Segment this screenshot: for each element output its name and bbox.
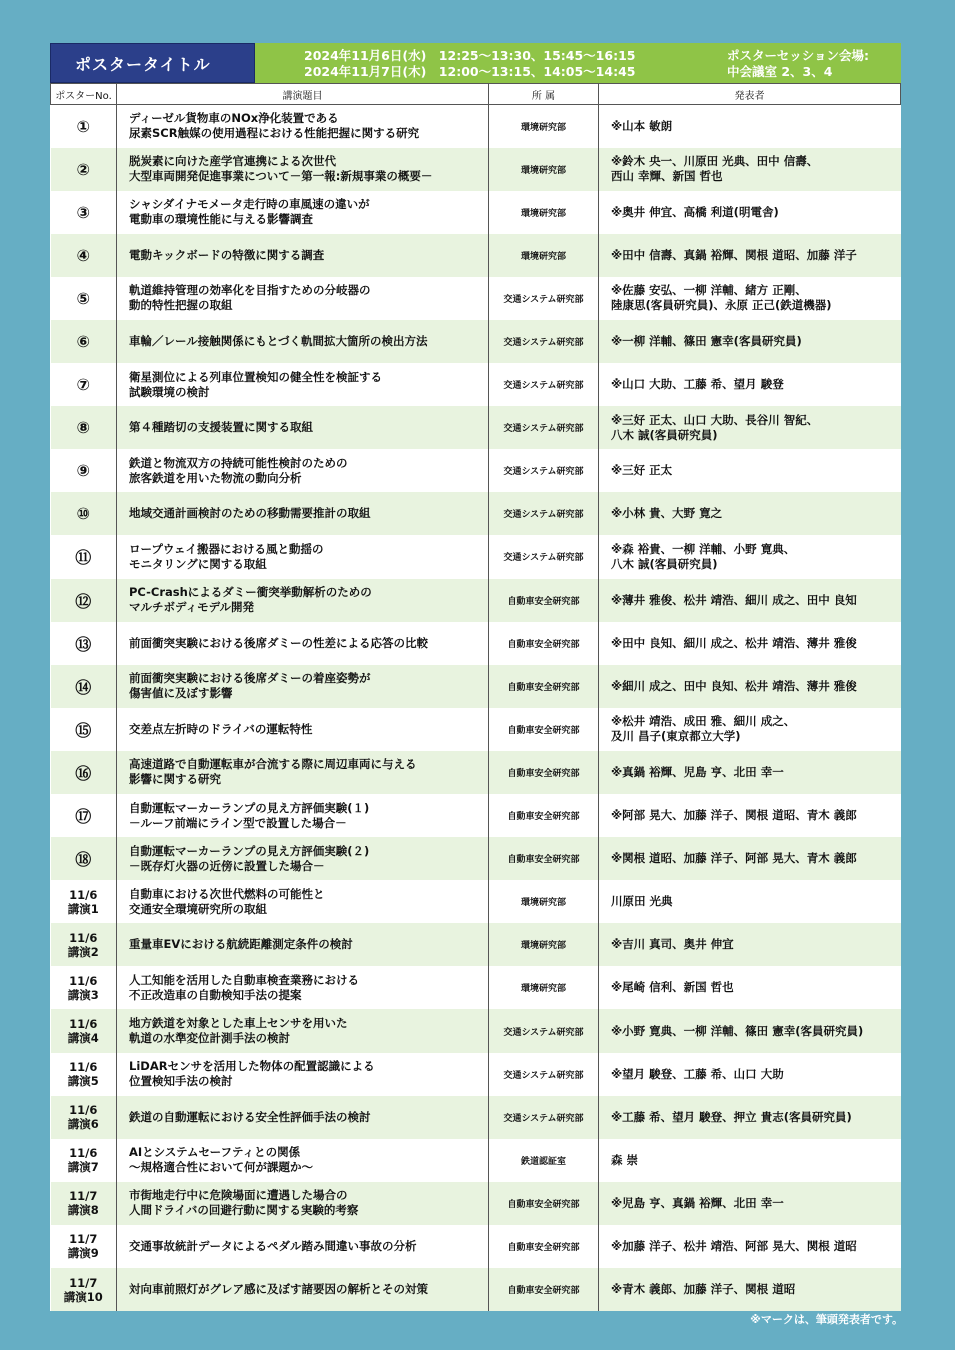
poster-number-text: ⑭ — [75, 677, 92, 697]
presenters — [599, 880, 901, 923]
department — [489, 406, 599, 449]
presentation-title-text: 自動運転マーカーランプの見え方評価実験(２) －既存灯火器の近傍に設置した場合－ — [129, 843, 370, 873]
session-venue: ポスターセッション会場: 中会議室 2、3、4 — [727, 48, 869, 79]
poster-number-text: ⑫ — [75, 591, 92, 611]
presentation-title — [117, 837, 489, 880]
presenters-text: ※細川 成之、田中 良知、松井 靖浩、薄井 雅俊 — [611, 678, 857, 693]
presenters — [599, 406, 901, 449]
presenters — [599, 665, 901, 708]
presenters-text: ※小野 寛典、一柳 洋輔、篠田 憲幸(客員研究員) — [611, 1023, 864, 1038]
poster-number — [51, 966, 117, 1009]
poster-number — [51, 320, 117, 363]
department-text: 自動車安全研究部 — [507, 768, 580, 779]
session-info — [255, 43, 901, 83]
department — [489, 1225, 599, 1268]
department — [489, 622, 599, 665]
table-row — [51, 966, 901, 1009]
table-header-row — [51, 84, 901, 105]
poster-number — [51, 492, 117, 535]
poster-number-text: ⑥ — [76, 332, 91, 352]
department — [489, 363, 599, 406]
presenters — [599, 363, 901, 406]
presenters-text: ※青木 義郎、加藤 洋子、関根 道昭 — [611, 1282, 796, 1297]
department — [489, 665, 599, 708]
poster-number — [51, 449, 117, 492]
department — [489, 794, 599, 837]
presenters — [599, 277, 901, 320]
poster-number-text: 11/6 講演5 — [67, 1060, 99, 1089]
table-row — [51, 1096, 901, 1139]
presenters-text: ※児島 亨、真鍋 裕輝、北田 幸一 — [611, 1195, 784, 1210]
poster-number-text: ⑧ — [76, 418, 91, 438]
poster-number-text: 11/7 講演8 — [67, 1189, 99, 1218]
presentation-title — [117, 751, 489, 794]
table-body — [51, 105, 901, 1312]
column-header-presenters: 発表者 — [599, 84, 901, 105]
presenters-text: ※吉川 真司、奥井 伸宜 — [611, 937, 734, 952]
department-text: 交通システム研究部 — [503, 1027, 584, 1038]
presentation-title-text: AIとシステムセーフティとの関係 ～規格適合性において何が課題か～ — [129, 1145, 313, 1175]
presenters — [599, 105, 901, 148]
session-dates: 2024年11月6日(水) 12:25～13:30、15:45～16:15 2024年11月7日(木) 12:00～13:15、14:05～14:45 — [304, 48, 636, 79]
department — [489, 923, 599, 966]
presentation-title-text: 人工知能を活用した自動車検査業務における 不正改造車の自動検知手法の提案 — [129, 972, 359, 1002]
department — [489, 1053, 599, 1096]
table-row — [51, 363, 901, 406]
table-row — [51, 277, 901, 320]
poster-number-text: ⑨ — [76, 461, 91, 481]
table-row — [51, 406, 901, 449]
presenters — [599, 449, 901, 492]
presenters-text: ※田中 良知、細川 成之、松井 靖浩、薄井 雅俊 — [611, 635, 857, 650]
table-row — [51, 1182, 901, 1225]
presentation-title — [117, 579, 489, 622]
presentation-title — [117, 880, 489, 923]
presentation-title-text: 重量車EVにおける航続距離測定条件の検討 — [129, 937, 353, 952]
presenters-text: ※望月 駿登、工藤 希、山口 大助 — [611, 1066, 784, 1081]
presenters — [599, 579, 901, 622]
poster-title: ポスタータイトル — [50, 43, 255, 83]
poster-number-text: ⑰ — [75, 807, 92, 827]
presenters — [599, 923, 901, 966]
presentation-title-text: 軌道維持管理の効率化を目指すための分岐器の 動的特性把握の取組 — [129, 283, 371, 313]
department-text: 交通システム研究部 — [503, 510, 584, 521]
department-text: 自動車安全研究部 — [507, 812, 580, 823]
presentation-title — [117, 535, 489, 578]
presentation-title — [117, 1096, 489, 1139]
department-text: 交通システム研究部 — [503, 381, 584, 392]
department-text: 環境研究部 — [520, 898, 566, 909]
poster-number — [51, 535, 117, 578]
presenters-text: ※山口 大助、工藤 希、望月 駿登 — [611, 377, 784, 392]
department — [489, 234, 599, 277]
poster-number-text: ⑯ — [75, 763, 92, 783]
presenters — [599, 751, 901, 794]
poster-number — [51, 234, 117, 277]
presentation-title-text: 電動キックボードの特徴に関する調査 — [129, 247, 325, 262]
presenters-text: ※三好 正太、山口 大助、長谷川 智紀、 八木 誠(客員研究員) — [611, 412, 819, 442]
presentation-title — [117, 449, 489, 492]
department-text: 環境研究部 — [520, 941, 566, 952]
presenters-text: ※佐藤 安弘、一柳 洋輔、緒方 正剛、 陸康思(客員研究員)、永原 正己(鉄道機器) — [611, 283, 832, 313]
presentation-title-text: 前面衝突実験における後席ダミーの着座姿勢が 傷害値に及ぼす影響 — [129, 671, 371, 701]
poster-number — [51, 751, 117, 794]
department — [489, 751, 599, 794]
presentation-title — [117, 406, 489, 449]
presenters — [599, 1182, 901, 1225]
poster-number — [51, 837, 117, 880]
department — [489, 492, 599, 535]
poster-number-text: ② — [76, 159, 91, 179]
presentation-title-text: PC-Crashによるダミー衝突挙動解析のための マルチボディモデル開発 — [129, 585, 372, 615]
presenters-text: ※加藤 洋子、松井 靖浩、阿部 晃大、関根 道昭 — [611, 1238, 857, 1253]
presentation-title-text: 衛星測位による列車位置検知の健全性を検証する 試験環境の検討 — [129, 369, 382, 399]
presenters — [599, 837, 901, 880]
poster-number-text: 11/6 講演1 — [67, 887, 99, 916]
presentation-title — [117, 1053, 489, 1096]
department-text: 環境研究部 — [520, 208, 566, 219]
table-row — [51, 148, 901, 191]
presenters-text: ※関根 道昭、加藤 洋子、阿部 晃大、青木 義郎 — [611, 851, 857, 866]
presentation-title-text: ディーゼル貨物車のNOx浄化装置である 尿素SCR触媒の使用過程における性能把握に関する研究 — [129, 111, 420, 141]
presenters-text: ※尾崎 信利、新国 哲也 — [611, 980, 734, 995]
presentation-title-text: 鉄道の自動運転における安全性評価手法の検討 — [129, 1109, 371, 1124]
presentation-title-text: 第４種踏切の支援装置に関する取組 — [129, 420, 313, 435]
table-row — [51, 622, 901, 665]
department — [489, 1096, 599, 1139]
presenters — [599, 622, 901, 665]
department — [489, 837, 599, 880]
presentation-title-text: 高速道路で自動運転車が合流する際に周辺車両に与える 影響に関する研究 — [129, 757, 417, 787]
poster-number-text: 11/7 講演10 — [63, 1275, 103, 1304]
presentation-title — [117, 191, 489, 234]
poster-number-text: ⑱ — [75, 850, 92, 870]
department-text: 自動車安全研究部 — [507, 682, 580, 693]
presenters-text: ※真鍋 裕輝、児島 亨、北田 幸一 — [611, 764, 784, 779]
presentation-title — [117, 966, 489, 1009]
poster-number — [51, 1182, 117, 1225]
presenters — [599, 1009, 901, 1052]
department-text: 自動車安全研究部 — [507, 639, 580, 650]
table-row — [51, 794, 901, 837]
presentation-title-text: 脱炭素に向けた産学官連携による次世代 大型車両開発促進事業について－第一報:新規事業の概要－ — [129, 154, 433, 184]
table-row — [51, 191, 901, 234]
table-row — [51, 492, 901, 535]
poster-number — [51, 665, 117, 708]
presenters-text: 川原田 光典 — [611, 894, 673, 909]
presenters — [599, 1096, 901, 1139]
department-text: 自動車安全研究部 — [507, 1242, 580, 1253]
poster-number-text: 11/6 講演3 — [67, 973, 99, 1002]
department-text: 鉄道認証室 — [520, 1156, 566, 1167]
poster-number — [51, 148, 117, 191]
department — [489, 579, 599, 622]
poster-number — [51, 1268, 117, 1311]
department-text: 環境研究部 — [520, 165, 566, 176]
column-header-dept: 所 属 — [489, 84, 599, 105]
department-text: 自動車安全研究部 — [507, 855, 580, 866]
presenters-text: ※工藤 希、望月 駿登、押立 貴志(客員研究員) — [611, 1109, 852, 1124]
presentation-title — [117, 1268, 489, 1311]
poster-table — [50, 83, 901, 1311]
presenters — [599, 1139, 901, 1182]
presenters-text: ※三好 正太 — [611, 463, 673, 478]
presentation-title — [117, 363, 489, 406]
department-text: 交通システム研究部 — [503, 553, 584, 564]
presenters-text: ※小林 貴、大野 寛之 — [611, 506, 723, 521]
presentation-title — [117, 148, 489, 191]
table-row — [51, 449, 901, 492]
presenters — [599, 966, 901, 1009]
table-row — [51, 880, 901, 923]
poster-number — [51, 1139, 117, 1182]
department-text: 交通システム研究部 — [503, 294, 584, 305]
table-row — [51, 751, 901, 794]
presenters-text: ※山本 敏朗 — [611, 118, 673, 133]
table-row — [51, 1139, 901, 1182]
presenters — [599, 708, 901, 751]
department-text: 交通システム研究部 — [503, 1113, 584, 1124]
presentation-title — [117, 105, 489, 148]
presentation-title-text: 交通事故統計データによるペダル踏み間違い事故の分析 — [129, 1238, 417, 1253]
presentation-title — [117, 923, 489, 966]
presentation-title — [117, 665, 489, 708]
presenters — [599, 1268, 901, 1311]
presentation-title-text: 地方鉄道を対象とした車上センサを用いた 軌道の水準変位計測手法の検討 — [129, 1016, 348, 1046]
table-row — [51, 105, 901, 148]
presenters-text: ※一柳 洋輔、篠田 憲幸(客員研究員) — [611, 334, 802, 349]
department-text: 環境研究部 — [520, 984, 566, 995]
poster-number-text: ③ — [76, 202, 91, 222]
presentation-title — [117, 1182, 489, 1225]
presenters-text: ※田中 信壽、真鍋 裕輝、関根 道昭、加藤 洋子 — [611, 247, 857, 262]
department — [489, 320, 599, 363]
poster-number — [51, 277, 117, 320]
presentation-title-text: 地域交通計画検討のための移動需要推計の取組 — [129, 506, 371, 521]
poster-number — [51, 579, 117, 622]
presentation-title-text: 前面衝突実験における後席ダミーの性差による応答の比較 — [129, 635, 428, 650]
presenters-text: ※薄井 雅俊、松井 靖浩、細川 成之、田中 良知 — [611, 592, 857, 607]
table-row — [51, 708, 901, 751]
department-text: 環境研究部 — [520, 122, 566, 133]
department-text: 交通システム研究部 — [503, 338, 584, 349]
poster-number — [51, 1225, 117, 1268]
presenters — [599, 191, 901, 234]
department-text: 自動車安全研究部 — [507, 1286, 580, 1297]
poster-number — [51, 406, 117, 449]
footnote: ※マークは、筆頭発表者です。 — [750, 1313, 903, 1326]
column-header-no: ポスターNo. — [51, 84, 117, 105]
presentation-title — [117, 622, 489, 665]
poster-number — [51, 622, 117, 665]
presentation-title — [117, 492, 489, 535]
table-row — [51, 1268, 901, 1311]
poster-schedule-sheet — [50, 43, 901, 1311]
poster-number — [51, 794, 117, 837]
presentation-title-text: 自動車における次世代燃料の可能性と 交通安全環境研究所の取組 — [129, 886, 325, 916]
presenters-text: ※阿部 晃大、加藤 洋子、関根 道昭、青木 義郎 — [611, 808, 857, 823]
table-row — [51, 1009, 901, 1052]
presentation-title-text: 自動運転マーカーランプの見え方評価実験(１) －ルーフ前端にライン型で設置した場合－ — [129, 800, 370, 830]
department-text: 環境研究部 — [520, 251, 566, 262]
presentation-title-text: 対向車前照灯がグレア感に及ぼす諸要因の解析とその対策 — [129, 1282, 428, 1297]
presentation-title — [117, 1139, 489, 1182]
presentation-title — [117, 794, 489, 837]
department — [489, 191, 599, 234]
department — [489, 708, 599, 751]
presentation-title — [117, 708, 489, 751]
poster-number-text: ① — [76, 116, 91, 136]
poster-number-text: ⑪ — [75, 548, 92, 568]
poster-number — [51, 880, 117, 923]
poster-number — [51, 1053, 117, 1096]
poster-number-text: ⑤ — [76, 288, 91, 308]
department — [489, 1139, 599, 1182]
department — [489, 966, 599, 1009]
presentation-title — [117, 1009, 489, 1052]
department — [489, 277, 599, 320]
department — [489, 148, 599, 191]
table-row — [51, 320, 901, 363]
table-row — [51, 1053, 901, 1096]
presenters — [599, 234, 901, 277]
presentation-title-text: 車輪／レール接触関係にもとづく軌間拡大箇所の検出方法 — [129, 334, 428, 349]
presentation-title-text: シャシダイナモメータ走行時の車風速の違いが 電動車の環境性能に与える影響調査 — [129, 197, 370, 227]
department — [489, 1182, 599, 1225]
presenters — [599, 794, 901, 837]
poster-number — [51, 1009, 117, 1052]
poster-number — [51, 191, 117, 234]
department-text: 交通システム研究部 — [503, 467, 584, 478]
poster-number-text: ⑩ — [76, 504, 91, 524]
poster-number-text: 11/6 講演6 — [67, 1103, 99, 1132]
presenters — [599, 148, 901, 191]
presentation-title-text: LiDARセンサを活用した物体の配置認識による 位置検知手法の検討 — [129, 1059, 375, 1089]
presentation-title-text: 交差点左折時のドライバの運転特性 — [129, 721, 313, 736]
poster-number-text: 11/6 講演2 — [67, 930, 99, 959]
presentation-title — [117, 320, 489, 363]
department-text: 交通システム研究部 — [503, 1070, 584, 1081]
table-row — [51, 837, 901, 880]
table-row — [51, 1225, 901, 1268]
department — [489, 880, 599, 923]
poster-number-text: 11/6 講演4 — [67, 1017, 99, 1046]
department — [489, 1268, 599, 1311]
department — [489, 535, 599, 578]
presentation-title-text: ロープウェイ搬器における風と動揺の モニタリングに関する取組 — [129, 541, 324, 571]
presenters-text: ※森 裕貴、一柳 洋輔、小野 寛典、 八木 誠(客員研究員) — [611, 541, 796, 571]
table-row — [51, 923, 901, 966]
department — [489, 449, 599, 492]
presenters — [599, 320, 901, 363]
poster-number-text: 11/6 講演7 — [67, 1146, 99, 1175]
presenters — [599, 535, 901, 578]
poster-number — [51, 708, 117, 751]
presentation-title — [117, 277, 489, 320]
column-header-title: 講演題目 — [117, 84, 489, 105]
presenters-text: ※鈴木 央一、川原田 光典、田中 信壽、 西山 幸輝、新国 哲也 — [611, 154, 819, 184]
header-bar — [50, 43, 901, 83]
poster-number — [51, 105, 117, 148]
poster-number-text: ⑮ — [75, 720, 92, 740]
table-row — [51, 234, 901, 277]
presenters — [599, 1053, 901, 1096]
presenters — [599, 1225, 901, 1268]
department-text: 自動車安全研究部 — [507, 1199, 580, 1210]
presentation-title — [117, 1225, 489, 1268]
poster-number-text: ⑬ — [75, 634, 92, 654]
poster-number — [51, 923, 117, 966]
presentation-title-text: 鉄道と物流双方の持続可能性検討のための 旅客鉄道を用いた物流の動向分析 — [129, 455, 348, 485]
presenters — [599, 492, 901, 535]
poster-number-text: 11/7 講演9 — [67, 1232, 99, 1261]
department — [489, 1009, 599, 1052]
table-row — [51, 665, 901, 708]
table-row — [51, 535, 901, 578]
presentation-title — [117, 234, 489, 277]
presenters-text: 森 崇 — [611, 1152, 639, 1167]
presenters-text: ※松井 靖浩、成田 雅、細川 成之、 及川 昌子(東京都立大学) — [611, 714, 796, 744]
department-text: 交通システム研究部 — [503, 424, 584, 435]
poster-number — [51, 363, 117, 406]
department-text: 自動車安全研究部 — [507, 596, 580, 607]
poster-number-text: ④ — [76, 245, 91, 265]
presentation-title-text: 市街地走行中に危険場面に遭遇した場合の 人間ドライバの回避行動に関する実験的考察 — [129, 1188, 359, 1218]
poster-number-text: ⑦ — [76, 375, 91, 395]
table-row — [51, 579, 901, 622]
presenters-text: ※奥井 伸宜、高橋 利道(明電舎) — [611, 204, 779, 219]
department-text: 自動車安全研究部 — [507, 725, 580, 736]
poster-number — [51, 1096, 117, 1139]
department — [489, 105, 599, 148]
